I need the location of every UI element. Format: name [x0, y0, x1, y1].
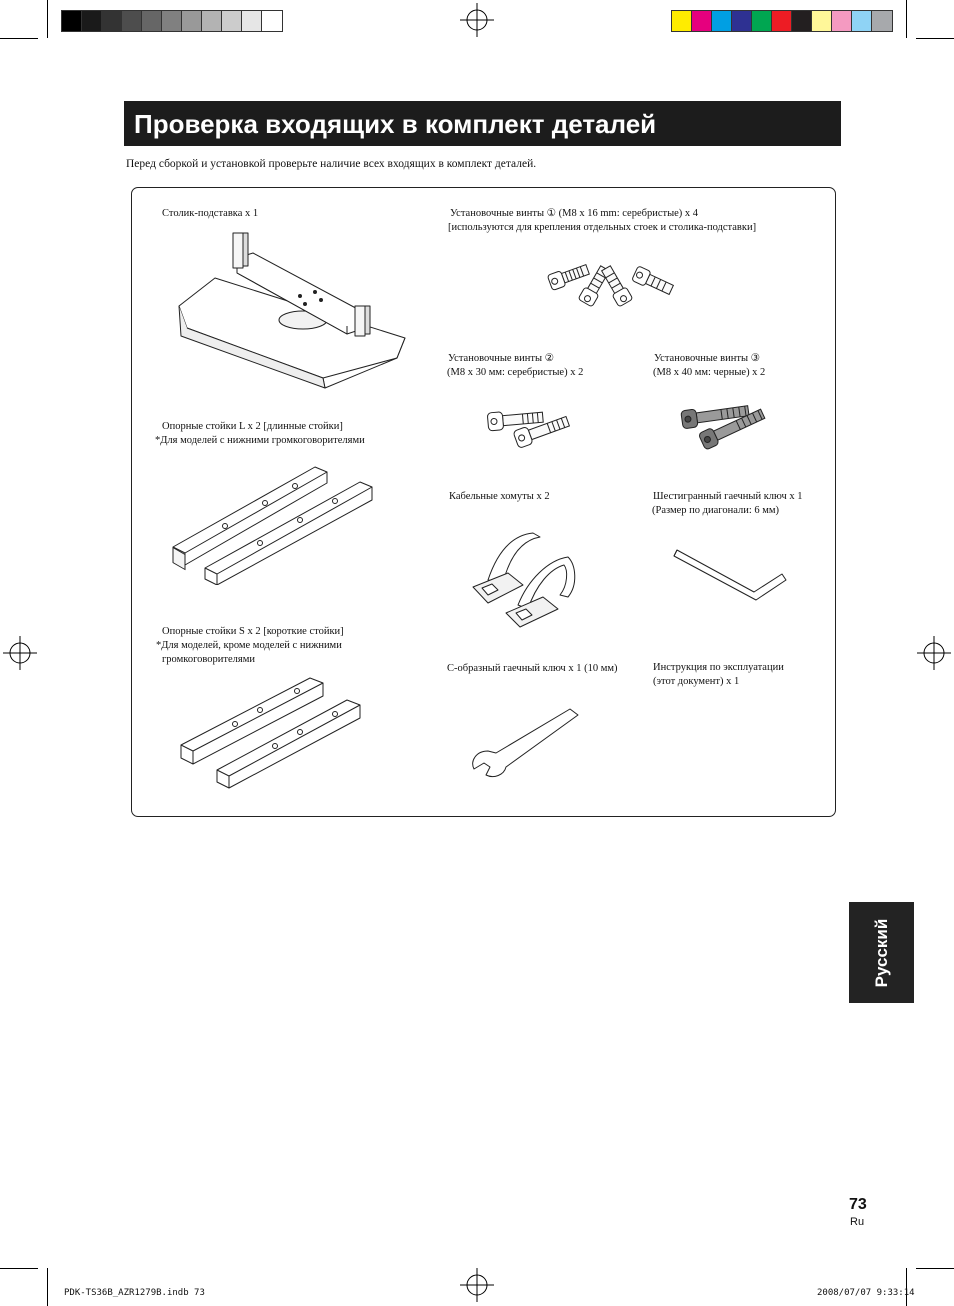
wrench-illustration — [466, 705, 586, 780]
caption-line: (этот документ) x 1 — [653, 676, 740, 687]
color-swatch — [732, 11, 752, 31]
color-swatch — [222, 11, 242, 31]
bolts-2-illustration — [480, 400, 570, 455]
color-swatch — [772, 11, 792, 31]
caption-line: Опорные стойки S x 2 [короткие стойки] — [162, 626, 344, 637]
caption-bolts-1 — [448, 207, 756, 235]
caption-short-supports — [156, 625, 344, 667]
caption-cable-ties — [449, 490, 550, 504]
caption-long-supports — [155, 420, 365, 448]
caption-bolts-3 — [653, 352, 765, 380]
color-swatch — [792, 11, 812, 31]
slug-timestamp: 2008/07/07 9:33:14 — [817, 1288, 915, 1298]
bolts-1-illustration — [540, 255, 675, 315]
caption-line: [используются для крепления отдельных стоек и столика-подставки] — [448, 222, 757, 233]
color-swatch — [872, 11, 892, 31]
color-swatch — [692, 11, 712, 31]
registration-mark-icon — [460, 3, 494, 37]
color-swatch — [82, 11, 102, 31]
page-language-code: Ru — [850, 1216, 865, 1228]
caption-line: громкоговорителями — [162, 654, 255, 665]
crop-mark — [0, 1268, 38, 1269]
color-swatch — [202, 11, 222, 31]
crop-mark — [47, 0, 48, 38]
caption-line: (Размер по диагонали: 6 мм) — [652, 505, 780, 516]
short-supports-illustration — [175, 670, 375, 795]
language-tab — [849, 902, 914, 1003]
page-number: 73 — [849, 1196, 867, 1213]
color-swatch — [142, 11, 162, 31]
grayscale-bar — [61, 10, 283, 32]
color-swatch — [712, 11, 732, 31]
caption-line: Установочные винты ③ — [654, 353, 761, 364]
crop-mark — [47, 1268, 48, 1306]
color-swatch — [262, 11, 282, 31]
caption-line: Столик-подставка x 1 — [162, 208, 259, 219]
color-swatch — [102, 11, 122, 31]
registration-mark-icon — [460, 1268, 494, 1302]
caption-line: *Для моделей, кроме моделей с нижними — [156, 640, 342, 651]
color-swatch — [62, 11, 82, 31]
bolts-3-illustration — [672, 400, 772, 460]
page-title: Проверка входящих в комплект деталей — [124, 101, 841, 146]
caption-manual — [653, 661, 784, 689]
color-swatch — [162, 11, 182, 31]
long-supports-illustration — [165, 455, 380, 585]
color-swatch — [122, 11, 142, 31]
caption-line: Опорные стойки L x 2 [длинные стойки] — [162, 421, 343, 432]
registration-mark-icon — [917, 636, 951, 670]
intro-text: Перед сборкой и установкой проверьте наличие всех входящих в комплект деталей. — [126, 158, 537, 170]
caption-line: *Для моделей с нижними громкоговорителями — [155, 435, 365, 446]
caption-line: Установочные винты ② — [448, 353, 555, 364]
color-swatch — [812, 11, 832, 31]
color-swatch — [832, 11, 852, 31]
caption-line: Шестигранный гаечный ключ x 1 — [653, 491, 803, 502]
caption-line: C-образный гаечный ключ x 1 (10 мм) — [447, 663, 618, 674]
registration-mark-icon — [3, 636, 37, 670]
caption-line: Инструкция по эксплуатации — [653, 662, 784, 673]
crop-mark — [906, 1268, 907, 1306]
color-swatch — [672, 11, 692, 31]
caption-hex-key — [652, 490, 803, 518]
caption-line: (M8 x 30 мм: серебристые) x 2 — [447, 367, 584, 378]
crop-mark — [916, 38, 954, 39]
caption-line: Кабельные хомуты x 2 — [449, 491, 550, 502]
hex-key-illustration — [672, 540, 792, 605]
caption-bolts-2 — [447, 352, 583, 380]
caption-stand — [162, 207, 258, 221]
color-swatch — [242, 11, 262, 31]
stand-illustration — [175, 228, 410, 393]
caption-line: (M8 x 40 мм: черные) x 2 — [653, 367, 766, 378]
cable-ties-illustration — [468, 525, 593, 630]
color-swatch — [182, 11, 202, 31]
crop-mark — [916, 1268, 954, 1269]
slug-file-info: PDK-TS36B_AZR1279B.indb 73 — [64, 1288, 205, 1298]
crop-mark — [0, 38, 38, 39]
caption-line: Установочные винты ① (M8 x 16 mm: серебристые) x 4 — [450, 208, 699, 219]
color-swatch — [752, 11, 772, 31]
caption-wrench — [447, 662, 617, 676]
language-tab-label: Русский — [871, 918, 891, 987]
color-bar — [671, 10, 893, 32]
color-swatch — [852, 11, 872, 31]
crop-mark — [906, 0, 907, 38]
